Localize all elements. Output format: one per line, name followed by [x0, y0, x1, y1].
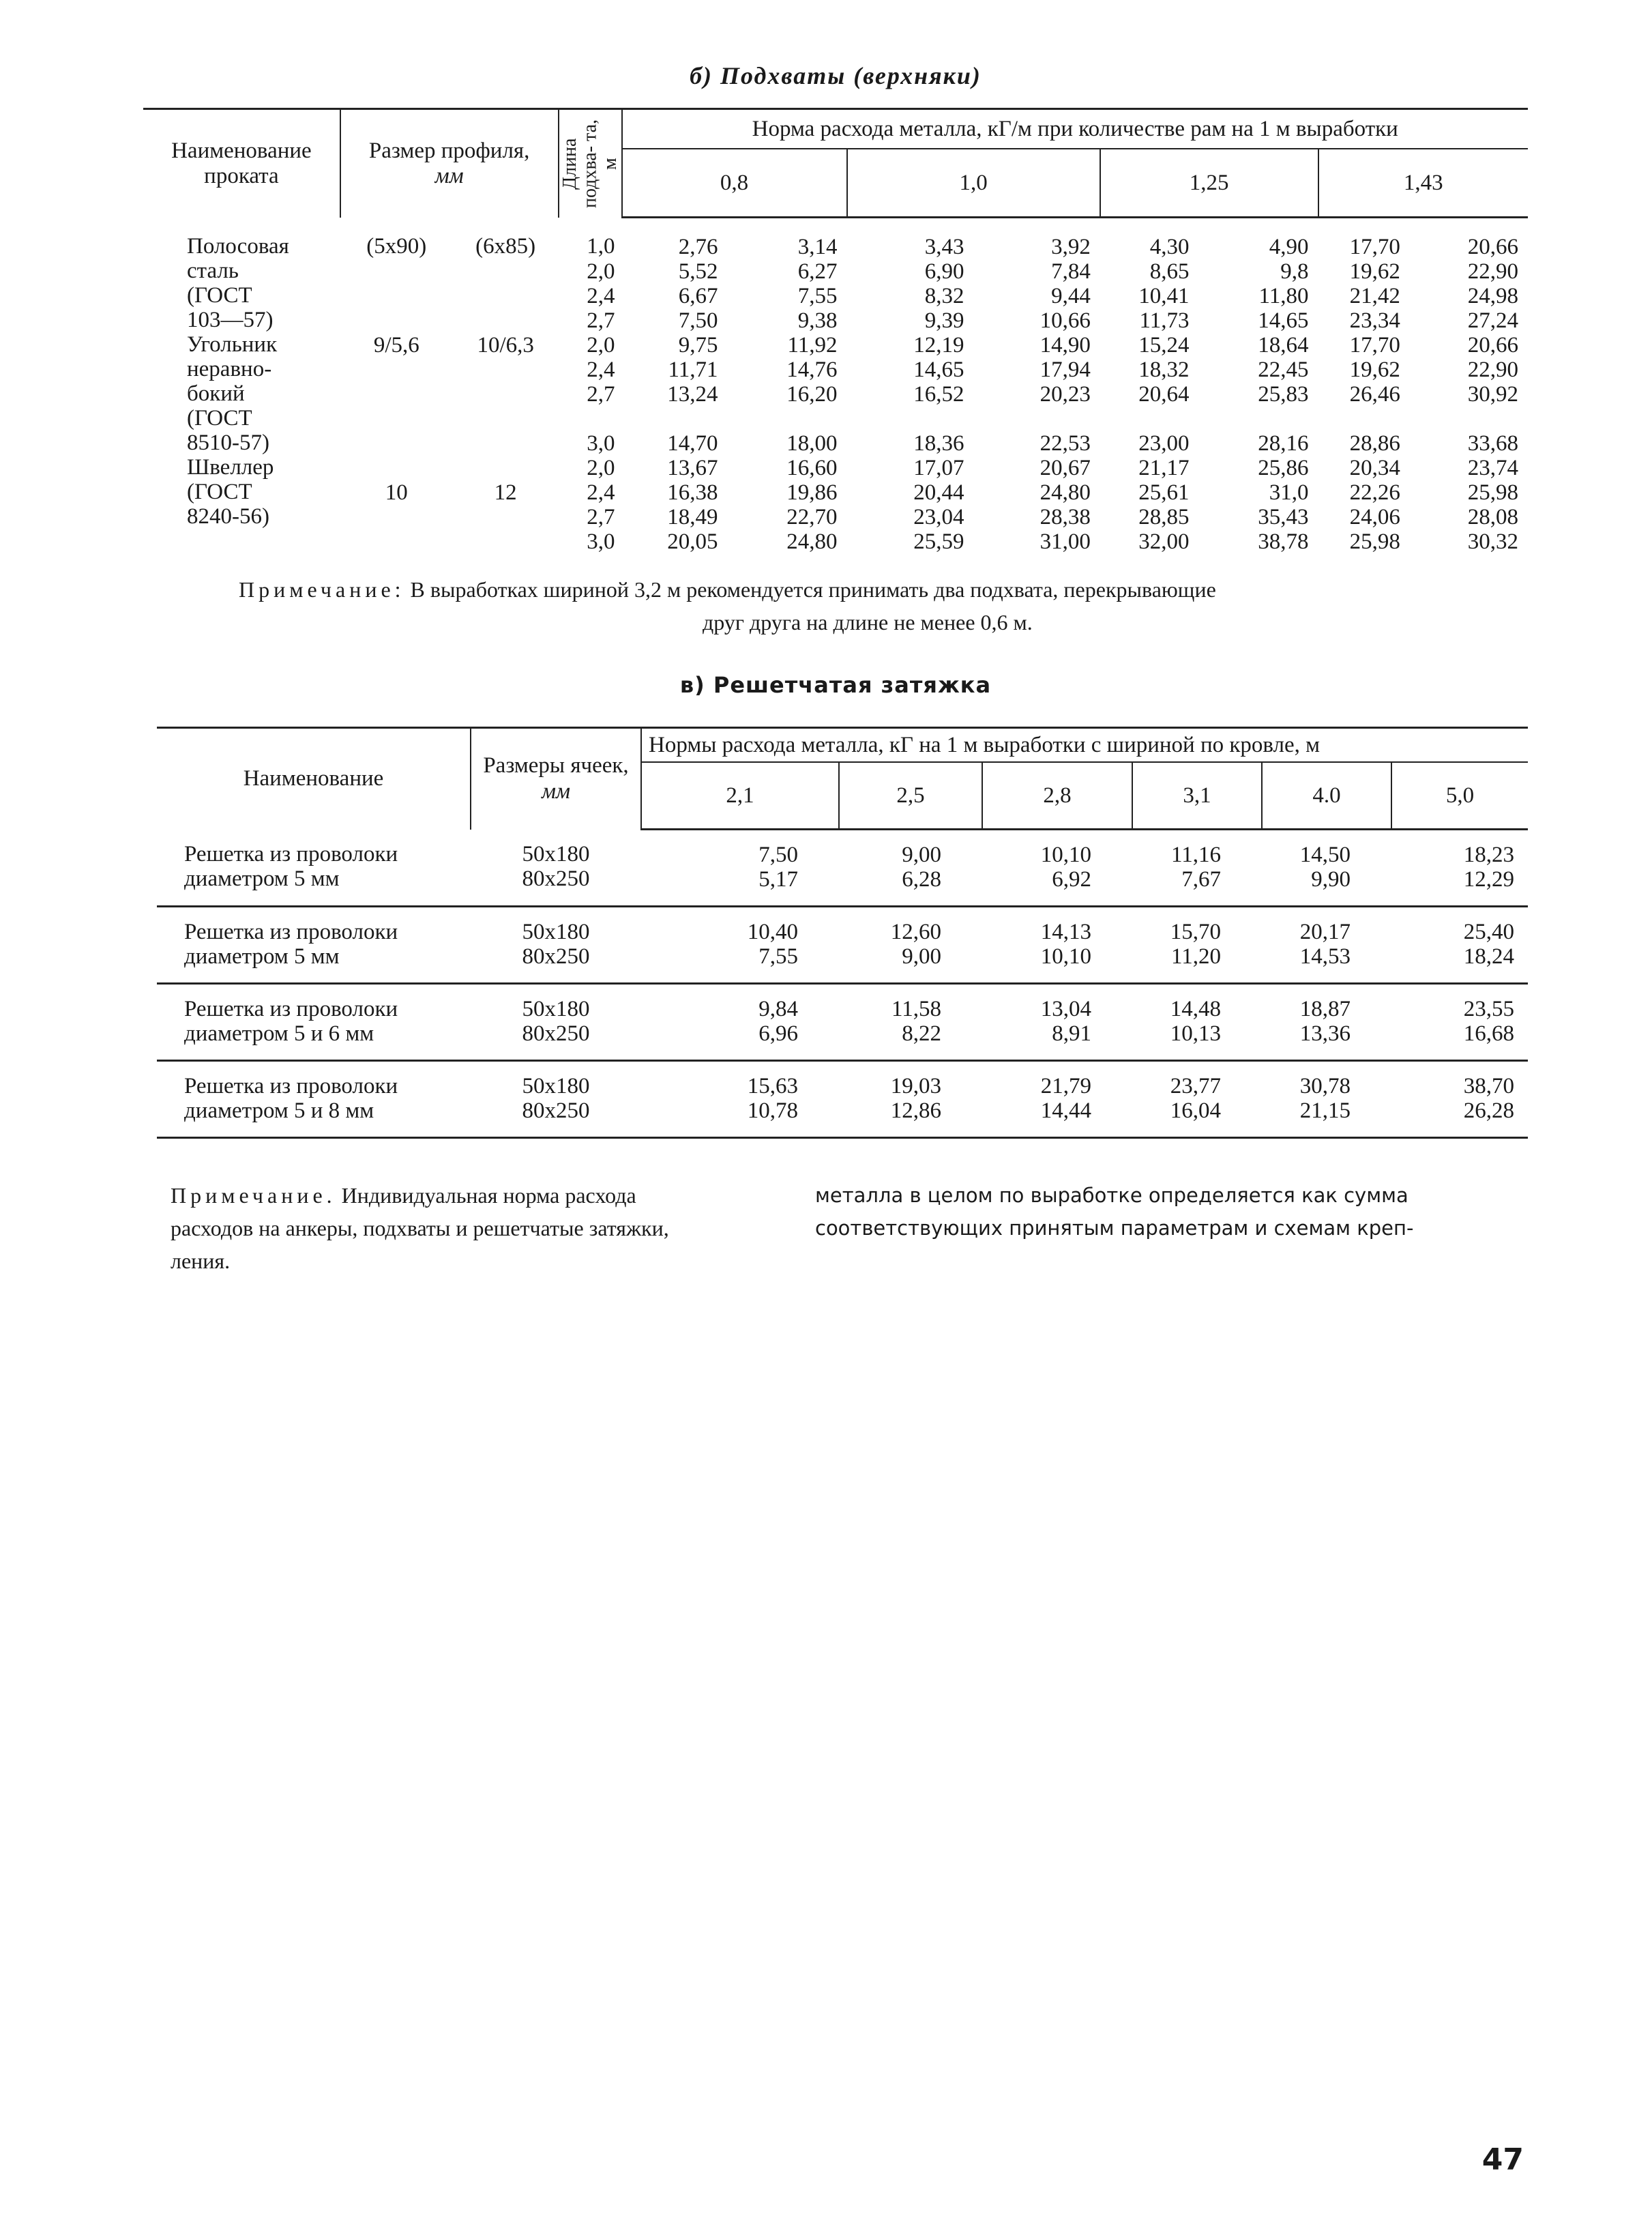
name-line: (ГОСТ — [187, 405, 252, 431]
cell: 20,66 — [1467, 235, 1518, 259]
table-row — [143, 382, 1528, 407]
cell: 20,44 — [913, 480, 964, 505]
cell: 7,50 — [678, 308, 718, 333]
cell: 2,4 — [587, 358, 615, 382]
cell — [622, 407, 735, 431]
final-note-left: Примечание. Индивидуальная норма расхода расходов на анкеры, подхваты и решетчатые затяжки, ления. — [171, 1183, 669, 1273]
cell: 9,00 6,28 — [839, 830, 982, 907]
cell: 7,55 — [797, 284, 838, 308]
cell: 24,80 — [786, 529, 838, 554]
row-size: 50x180 80x250 — [471, 1061, 641, 1138]
page-number: 47 — [1481, 2142, 1524, 2177]
cell: 14,48 10,13 — [1132, 984, 1262, 1061]
cell: 24,98 — [1467, 284, 1518, 308]
v-subheader-0: 2,1 — [641, 762, 839, 830]
cell: 14,13 10,10 — [982, 907, 1132, 984]
table-row — [143, 333, 1528, 358]
table-row — [143, 218, 1528, 260]
cell — [453, 505, 559, 529]
cell: 17,94 — [1039, 358, 1091, 382]
cell — [340, 505, 453, 529]
name-line: бокий — [187, 381, 245, 406]
cell: 32,00 — [1138, 529, 1190, 554]
cell: 15,63 10,78 — [641, 1061, 839, 1138]
cell: 31,00 — [1039, 529, 1091, 554]
name-line: 103—57) — [187, 307, 274, 332]
cell: 22,45 — [1258, 358, 1309, 382]
cell — [453, 382, 559, 407]
table-b — [143, 108, 1528, 554]
cell: 22,90 — [1467, 358, 1518, 382]
cell: 18,36 — [913, 431, 964, 456]
cell: 31,0 — [1269, 480, 1309, 505]
cell — [340, 284, 453, 308]
cell: 28,08 — [1467, 505, 1518, 529]
cell — [453, 259, 559, 284]
header-profile: Размер профиля, мм — [340, 109, 559, 218]
note-text-1: В выработках шириной 3,2 м рекомендуется принимать два подхвата, перекрывающие — [410, 577, 1216, 602]
cell: 30,78 21,15 — [1262, 1061, 1391, 1138]
header-name: Наименование проката — [143, 109, 340, 218]
name-line: Швеллер — [187, 454, 274, 480]
header-length: Длина подхва- та, м — [559, 109, 622, 218]
cell: 13,24 — [667, 382, 718, 407]
name-line: (ГОСТ — [187, 479, 252, 504]
name-line: Угольник — [187, 332, 278, 357]
cell: 22,90 — [1467, 259, 1518, 284]
v-header-norm: Нормы расхода металла, кГ на 1 м выработки с шириной по кровле, м — [641, 728, 1528, 763]
cell: 4,90 — [1269, 235, 1309, 259]
cell: 18,23 12,29 — [1391, 830, 1528, 907]
row-size: 50x180 80x250 — [471, 830, 641, 907]
cell: 28,86 — [1349, 431, 1400, 456]
name-column — [143, 218, 340, 555]
cell: 24,06 — [1349, 505, 1400, 529]
cell: 7,84 — [1051, 259, 1091, 284]
cell: 10,10 6,92 — [982, 830, 1132, 907]
cell: 25,86 — [1258, 456, 1309, 480]
v-subheader-2: 2,8 — [982, 762, 1132, 830]
cell: 3,92 — [1051, 235, 1091, 259]
cell: 23,34 — [1349, 308, 1400, 333]
v-header-name: Наименование — [157, 728, 471, 830]
cell — [453, 407, 559, 431]
cell: (6x85) — [475, 234, 536, 259]
cell: 9,39 — [924, 308, 964, 333]
cell: 10,40 7,55 — [641, 907, 839, 984]
cell: 6,67 — [678, 284, 718, 308]
cell: 20,17 14,53 — [1262, 907, 1391, 984]
cell: 11,73 — [1139, 308, 1190, 333]
cell: 17,70 — [1349, 333, 1400, 358]
cell: 10 — [385, 480, 408, 505]
cell — [340, 308, 453, 333]
cell: 14,90 — [1039, 333, 1091, 358]
cell: 15,24 — [1138, 333, 1190, 358]
cell — [1100, 407, 1206, 431]
cell: 12 — [494, 480, 517, 505]
subheader-3: 1,43 — [1318, 149, 1528, 218]
name-line: Полосовая — [187, 233, 289, 259]
cell: 20,64 — [1138, 382, 1190, 407]
cell — [340, 259, 453, 284]
name-line: (ГОСТ — [187, 282, 252, 308]
cell: 28,38 — [1039, 505, 1091, 529]
cell — [559, 407, 622, 431]
cell: 2,7 — [587, 382, 615, 407]
table-row — [143, 259, 1528, 284]
table-row — [143, 505, 1528, 529]
cell: 2,7 — [587, 505, 615, 529]
cell: 16,38 — [667, 480, 718, 505]
cell: 2,7 — [587, 308, 615, 333]
cell — [453, 456, 559, 480]
name-line: сталь — [187, 258, 239, 283]
table-v — [157, 727, 1528, 1139]
cell: 2,0 — [587, 456, 615, 480]
cell: 20,66 — [1467, 333, 1518, 358]
cell: 22,26 — [1349, 480, 1400, 505]
note-label: Примечание: — [239, 577, 405, 602]
cell: 12,60 9,00 — [839, 907, 982, 984]
cell — [340, 358, 453, 382]
cell: 18,49 — [667, 505, 718, 529]
table-row — [143, 284, 1528, 308]
cell: 2,0 — [587, 333, 615, 358]
cell: 14,76 — [786, 358, 838, 382]
cell — [453, 284, 559, 308]
cell: 13,04 8,91 — [982, 984, 1132, 1061]
cell: 20,23 — [1039, 382, 1091, 407]
table-row — [143, 308, 1528, 333]
header-norm: Норма расхода металла, кГ/м при количестве рам на 1 м выработки — [622, 109, 1529, 149]
table-v-title: в) Решетчатая затяжка — [679, 672, 992, 698]
cell: 20,05 — [667, 529, 718, 554]
table-row — [157, 907, 1528, 984]
cell: 4,30 — [1149, 235, 1190, 259]
v-subheader-1: 2,5 — [839, 762, 982, 830]
cell — [847, 407, 981, 431]
cell: 11,92 — [787, 333, 838, 358]
cell: 25,98 — [1349, 529, 1400, 554]
cell — [980, 407, 1100, 431]
cell: 2,4 — [587, 480, 615, 505]
cell: 16,52 — [913, 382, 964, 407]
cell — [340, 456, 453, 480]
cell: 11,16 7,67 — [1132, 830, 1262, 907]
cell: 19,62 — [1349, 358, 1400, 382]
cell: 23,00 — [1138, 431, 1190, 456]
cell: 10,66 — [1039, 308, 1091, 333]
cell: 3,43 — [924, 235, 964, 259]
cell: 3,14 — [797, 235, 838, 259]
cell: 25,61 — [1138, 480, 1190, 505]
cell: 10/6,3 — [477, 333, 534, 358]
cell: 9,75 — [678, 333, 718, 358]
cell: 16,60 — [786, 456, 838, 480]
name-line: 8510-57) — [187, 430, 269, 455]
cell: 9,8 — [1280, 259, 1309, 284]
cell: 2,0 — [587, 259, 615, 284]
cell: 2,4 — [587, 284, 615, 308]
table-row — [143, 407, 1528, 431]
cell — [453, 358, 559, 382]
cell: 25,59 — [913, 529, 964, 554]
cell: 30,92 — [1467, 382, 1518, 407]
cell: 18,00 — [786, 431, 838, 456]
cell: 11,58 8,22 — [839, 984, 982, 1061]
cell: 20,67 — [1039, 456, 1091, 480]
subheader-0: 0,8 — [622, 149, 847, 218]
cell: 35,43 — [1258, 505, 1309, 529]
cell: 16,20 — [786, 382, 838, 407]
cell — [340, 529, 453, 554]
subheader-2: 1,25 — [1100, 149, 1318, 218]
cell: (5x90) — [366, 234, 427, 259]
table-row — [143, 358, 1528, 382]
cell: 22,53 — [1039, 431, 1091, 456]
cell: 6,27 — [797, 259, 838, 284]
cell: 18,64 — [1258, 333, 1309, 358]
cell: 14,65 — [1258, 308, 1309, 333]
cell: 28,85 — [1138, 505, 1190, 529]
table-row — [157, 1061, 1528, 1138]
cell — [340, 431, 453, 456]
cell: 23,04 — [913, 505, 964, 529]
cell — [453, 529, 559, 554]
cell: 2,76 — [678, 235, 718, 259]
cell: 7,50 5,17 — [641, 830, 839, 907]
v-subheader-3: 3,1 — [1132, 762, 1262, 830]
cell: 38,78 — [1258, 529, 1309, 554]
cell: 14,50 9,90 — [1262, 830, 1391, 907]
cell: 9/5,6 — [373, 333, 419, 358]
cell: 24,80 — [1039, 480, 1091, 505]
cell: 23,55 16,68 — [1391, 984, 1528, 1061]
cell: 33,68 — [1467, 431, 1518, 456]
cell: 23,74 — [1467, 456, 1518, 480]
table-row — [143, 456, 1528, 480]
cell: 26,46 — [1349, 382, 1400, 407]
cell: 13,67 — [667, 456, 718, 480]
cell: 18,32 — [1138, 358, 1190, 382]
cell: 25,83 — [1258, 382, 1309, 407]
cell: 21,79 14,44 — [982, 1061, 1132, 1138]
cell: 9,38 — [797, 308, 838, 333]
cell: 25,98 — [1467, 480, 1518, 505]
cell: 12,19 — [913, 333, 964, 358]
cell — [340, 382, 453, 407]
cell: 9,44 — [1051, 284, 1091, 308]
cell: 27,24 — [1467, 308, 1518, 333]
row-name: Решетка из проволоки диаметром 5 мм — [157, 830, 471, 907]
cell: 19,86 — [786, 480, 838, 505]
cell: 19,62 — [1349, 259, 1400, 284]
final-note-right: металла в целом по выработке определяется как сумма соответствующих принятым параметрам и схемам креп- — [815, 1184, 1414, 1240]
cell — [1417, 407, 1528, 431]
name-line: 8240-56) — [187, 504, 269, 529]
cell: 6,90 — [924, 259, 964, 284]
cell: 11,71 — [668, 358, 718, 382]
table-b-note — [239, 573, 1535, 639]
cell: 14,70 — [667, 431, 718, 456]
cell — [453, 431, 559, 456]
cell: 1,0 — [587, 234, 615, 259]
note-text-2: друг друга на длине не менее 0,6 м. — [703, 610, 1033, 635]
cell: 23,77 16,04 — [1132, 1061, 1262, 1138]
cell: 21,17 — [1138, 456, 1190, 480]
row-name: Решетка из проволоки диаметром 5 и 6 мм — [157, 984, 471, 1061]
cell: 3,0 — [587, 431, 615, 456]
cell: 30,32 — [1467, 529, 1518, 554]
cell: 20,34 — [1349, 456, 1400, 480]
table-b-title: б) Подхваты (верхняки) — [690, 62, 982, 89]
cell — [1318, 407, 1417, 431]
cell: 22,70 — [786, 505, 838, 529]
cell: 3,0 — [587, 529, 615, 554]
cell — [340, 407, 453, 431]
cell: 38,70 26,28 — [1391, 1061, 1528, 1138]
cell — [453, 308, 559, 333]
cell: 17,07 — [913, 456, 964, 480]
cell: 15,70 11,20 — [1132, 907, 1262, 984]
cell: 28,16 — [1258, 431, 1309, 456]
cell: 9,84 6,96 — [641, 984, 839, 1061]
cell: 25,40 18,24 — [1391, 907, 1528, 984]
row-name: Решетка из проволоки диаметром 5 мм — [157, 907, 471, 984]
row-size: 50x180 80x250 — [471, 984, 641, 1061]
table-row — [143, 529, 1528, 554]
cell: 8,65 — [1149, 259, 1190, 284]
cell: 14,65 — [913, 358, 964, 382]
v-subheader-5: 5,0 — [1391, 762, 1528, 830]
name-line: неравно- — [187, 356, 272, 381]
cell: 17,70 — [1349, 235, 1400, 259]
row-size: 50x180 80x250 — [471, 907, 641, 984]
cell: 11,80 — [1258, 284, 1309, 308]
subheader-1: 1,0 — [847, 149, 1100, 218]
cell: 8,32 — [924, 284, 964, 308]
cell — [735, 407, 847, 431]
table-row — [157, 830, 1528, 907]
cell: 18,87 13,36 — [1262, 984, 1391, 1061]
table-row — [143, 431, 1528, 456]
cell — [1206, 407, 1318, 431]
table-row — [143, 480, 1528, 505]
cell: 5,52 — [678, 259, 718, 284]
cell: 21,42 — [1349, 284, 1400, 308]
row-name: Решетка из проволоки диаметром 5 и 8 мм — [157, 1061, 471, 1138]
cell: 10,41 — [1138, 284, 1190, 308]
cell: 19,03 12,86 — [839, 1061, 982, 1138]
table-row — [157, 984, 1528, 1061]
v-subheader-4: 4.0 — [1262, 762, 1391, 830]
v-header-size: Размеры ячеек, мм — [471, 728, 641, 830]
